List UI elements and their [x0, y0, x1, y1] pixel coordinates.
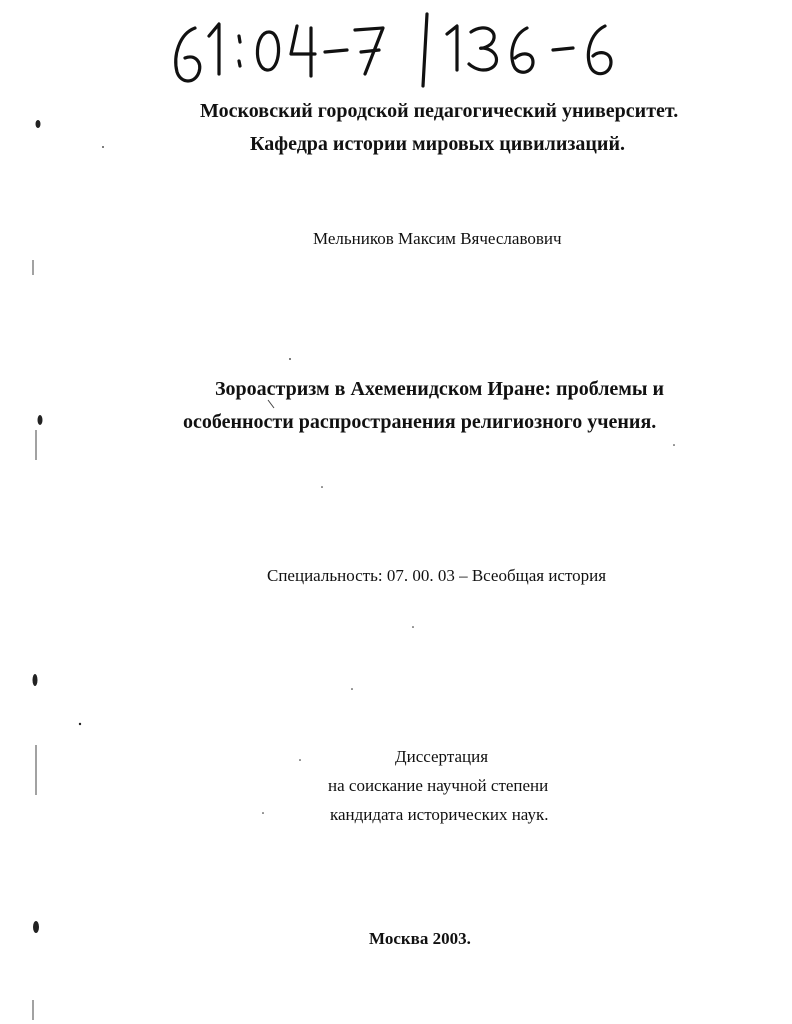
- university-name: Московский городской педагогический университет.: [200, 100, 679, 122]
- specialty-line: Специальность: 07. 00. 03 – Всеобщая история: [267, 566, 607, 585]
- dissertation-title-line-1: Зороастризм в Ахеменидском Иране: проблемы и: [215, 378, 665, 400]
- degree-name-line: кандидата исторических наук.: [330, 805, 549, 824]
- degree-purpose-line: на соискание научной степени: [328, 776, 549, 795]
- author-name: Мельников Максим Вячеславович: [313, 229, 562, 248]
- handwritten-archive-number: [165, 6, 645, 96]
- department-name: Кафедра истории мировых цивилизаций.: [250, 133, 625, 155]
- dissertation-label: Диссертация: [395, 747, 489, 766]
- city-year: Москва 2003.: [369, 929, 471, 948]
- dissertation-title-line-2: особенности распространения религиозного учения.: [183, 411, 657, 433]
